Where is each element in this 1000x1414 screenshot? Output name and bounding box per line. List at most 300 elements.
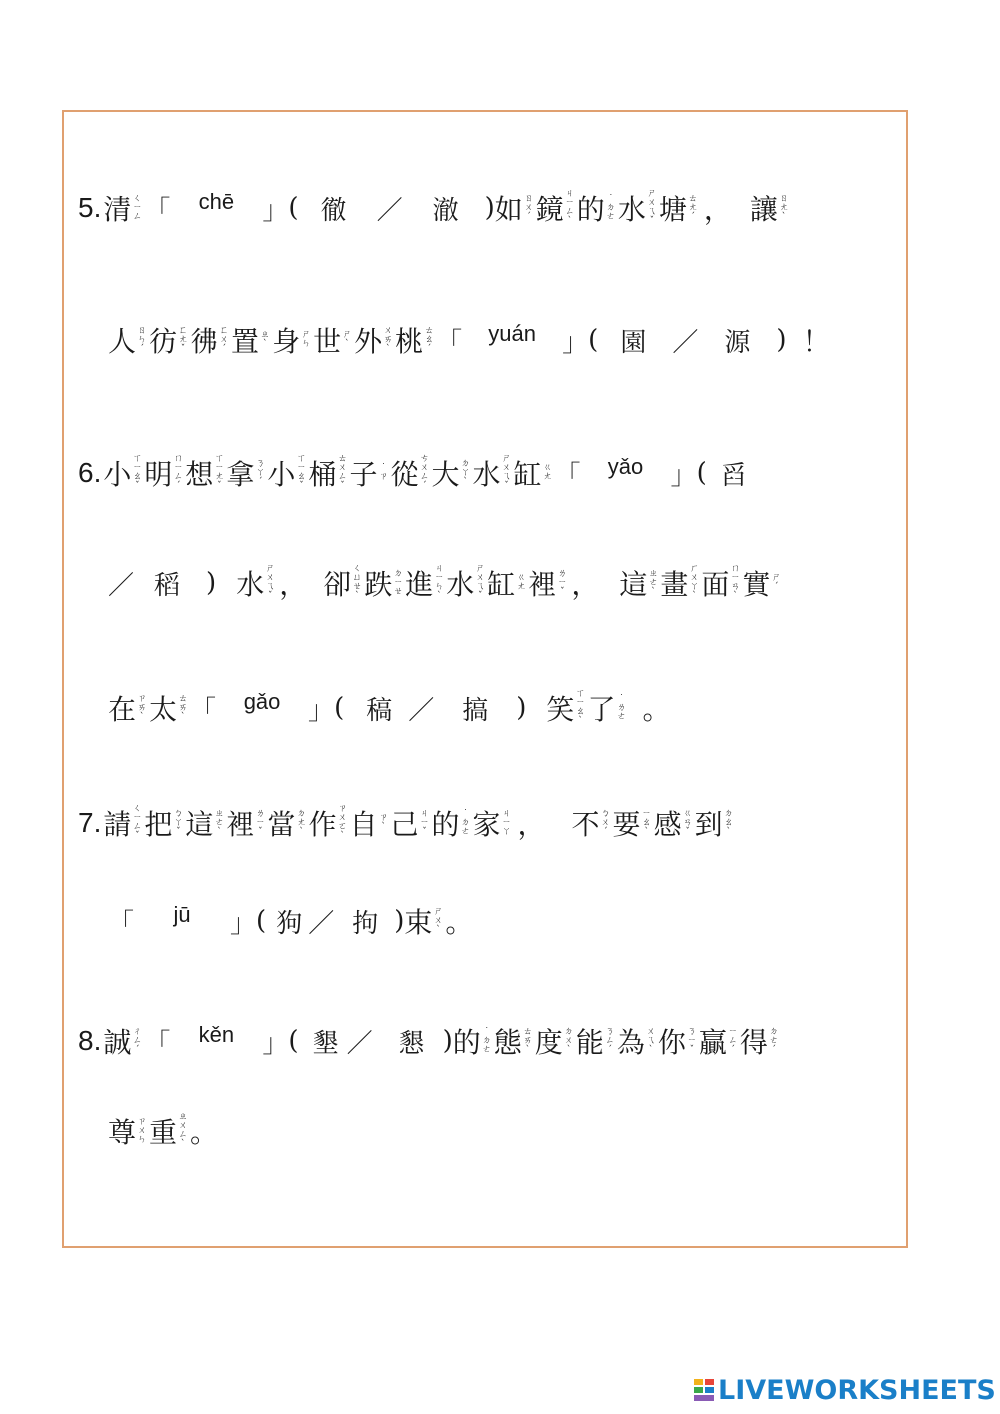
zhuyin-annotation xyxy=(642,810,652,837)
zhuyin-glyph: ㄖ xyxy=(137,325,147,336)
hanzi-char: 讓 xyxy=(749,193,778,226)
zhuyin-glyph: ㄍ xyxy=(683,808,693,819)
choice-separator: ／ xyxy=(672,327,699,358)
zhuyin-glyph: ㄏ xyxy=(689,564,699,574)
zhuyin-glyph: ㄌ xyxy=(255,808,265,819)
zhuyin-annotation xyxy=(769,1028,779,1055)
zhuyin-glyph: ㄔ xyxy=(132,1026,142,1037)
zhuyin-glyph: ㄧ xyxy=(255,817,265,828)
hanzi-char: 不 xyxy=(571,808,600,841)
zhuyin-glyph: ㄑ xyxy=(132,193,142,204)
q6-line2 xyxy=(108,563,783,603)
hanzi-char: 水 xyxy=(236,568,265,601)
zhuyin-glyph: ㄉ xyxy=(296,808,306,819)
hanzi-char: 清 xyxy=(103,193,132,226)
hanzi-char: 裡 xyxy=(528,568,557,601)
zhuyin-annotation xyxy=(296,810,306,837)
zhuyin-annotation xyxy=(178,695,188,722)
zhuyin-glyph: ㄖ xyxy=(524,193,534,204)
hanzi-char: 人 xyxy=(108,325,137,358)
hanzi-with-zhuyin xyxy=(572,803,613,843)
zhuyin-glyph: ˊ xyxy=(135,1044,140,1055)
zhuyin-glyph: ㄠ xyxy=(132,472,142,482)
zhuyin-annotation xyxy=(730,565,740,601)
q8-line2 xyxy=(108,1111,218,1151)
zhuyin-glyph: ˊ xyxy=(176,481,181,491)
zhuyin-glyph: ㄝ xyxy=(352,582,362,592)
choice-close-paren: ) xyxy=(394,906,405,936)
zhuyin-glyph: ㄉ xyxy=(769,1026,779,1037)
hanzi-with-zhuyin xyxy=(613,803,654,843)
question-number: 6. xyxy=(78,457,102,488)
zhuyin-annotation xyxy=(646,1028,656,1055)
hanzi-with-zhuyin xyxy=(149,688,190,728)
zhuyin-annotation xyxy=(173,810,183,837)
hanzi-with-zhuyin xyxy=(267,803,308,843)
hanzi-with-zhuyin xyxy=(404,901,445,941)
zhuyin-annotation xyxy=(434,565,444,601)
zhuyin-annotation xyxy=(419,455,429,491)
pinyin-blank[interactable] xyxy=(144,190,288,227)
zhuyin-glyph: ㄨ xyxy=(337,463,347,473)
zhuyin-glyph: ˋ xyxy=(651,586,656,597)
hanzi-with-zhuyin xyxy=(699,1021,740,1061)
zhuyin-glyph: ㄨ xyxy=(524,202,534,213)
zhuyin-annotation xyxy=(683,810,693,837)
zhuyin-glyph: ˊ xyxy=(426,343,432,354)
zhuyin-glyph: ㄊ xyxy=(178,693,188,704)
zhuyin-annotation xyxy=(424,327,434,354)
zhuyin-glyph: ㄟ xyxy=(265,582,275,592)
hanzi-char: 拿 xyxy=(226,458,255,491)
hanzi-with-zhuyin xyxy=(619,563,660,603)
pinyin-blank[interactable] xyxy=(190,690,334,727)
hanzi-with-zhuyin xyxy=(536,188,577,228)
char-choice[interactable] xyxy=(288,190,494,227)
zhuyin-glyph: ㄓ xyxy=(260,330,270,340)
zhuyin-glyph: ㄇ xyxy=(173,454,183,464)
zhuyin-glyph: ㄘ xyxy=(419,454,429,464)
choice-close-paren: ) xyxy=(442,1026,453,1056)
hanzi-with-zhuyin xyxy=(453,1021,494,1061)
pinyin-hint: jū xyxy=(173,902,191,927)
worksheet-frame xyxy=(62,110,908,1248)
hanzi-with-zhuyin xyxy=(231,320,272,360)
zhuyin-annotation xyxy=(687,1028,697,1055)
zhuyin-glyph: ˇ xyxy=(560,586,565,597)
choice-open-paren: ( xyxy=(256,906,267,936)
char-choice[interactable] xyxy=(697,455,747,492)
hanzi-char: 把 xyxy=(144,808,173,841)
zhuyin-glyph: ㄉ xyxy=(564,1026,574,1037)
choice-open-paren: ( xyxy=(288,1026,299,1056)
hanzi-char: 塘 xyxy=(658,193,687,226)
hanzi-with-zhuyin xyxy=(431,803,472,843)
hanzi-with-zhuyin xyxy=(236,563,277,603)
choice-close-paren: ) xyxy=(206,568,217,598)
choice-open-paren: ( xyxy=(696,458,707,488)
zhuyin-glyph: ˋ xyxy=(436,924,441,935)
choice-option-a[interactable]: 墾 xyxy=(312,1028,339,1059)
zhuyin-annotation xyxy=(137,695,147,722)
zhuyin-glyph: ㄋ xyxy=(687,1026,697,1037)
zhuyin-glyph: ㄉ xyxy=(482,1035,492,1046)
hanzi-with-zhuyin xyxy=(185,803,226,843)
hanzi-char: 鏡 xyxy=(535,193,564,226)
hanzi-with-zhuyin xyxy=(740,1021,781,1061)
hanzi-with-zhuyin xyxy=(108,320,149,360)
zhuyin-glyph: ˊ xyxy=(690,211,696,222)
zhuyin-glyph: ㄚ xyxy=(173,817,183,828)
zhuyin-glyph: ˇ xyxy=(504,481,509,491)
zhuyin-glyph: ㄒ xyxy=(296,454,306,464)
hanzi-with-zhuyin xyxy=(495,188,536,228)
zhuyin-glyph: ㄑ xyxy=(352,564,362,574)
zhuyin-glyph: ˇ xyxy=(258,826,263,837)
hanzi-char: 得 xyxy=(739,1026,768,1059)
zhuyin-annotation xyxy=(219,327,229,354)
hanzi-with-zhuyin xyxy=(473,803,514,843)
zhuyin-glyph: ㄟ xyxy=(647,207,657,217)
zhuyin-annotation xyxy=(137,327,147,354)
zhuyin-glyph: ㄠ xyxy=(642,817,652,828)
zhuyin-glyph: ㄥ xyxy=(132,211,142,222)
choice-open-paren: ( xyxy=(334,693,345,723)
zhuyin-glyph: ㄧ xyxy=(730,573,740,583)
hanzi-with-zhuyin xyxy=(108,1111,149,1151)
char-choice[interactable] xyxy=(334,690,526,727)
choice-option-a[interactable]: 徹 xyxy=(320,195,347,226)
zhuyin-glyph: ˋ xyxy=(381,822,386,832)
question-number: 5. xyxy=(78,192,102,223)
pinyin-hint: gǎo xyxy=(243,689,281,714)
hanzi-char: 明 xyxy=(144,458,173,491)
zhuyin-glyph: ㄞ xyxy=(178,702,188,713)
zhuyin-glyph: ˊ xyxy=(526,211,532,222)
hanzi-char: 子 xyxy=(349,458,378,491)
zhuyin-glyph: ㄧ xyxy=(132,813,142,823)
hanzi-char: 想 xyxy=(185,458,214,491)
zhuyin-annotation xyxy=(178,1113,188,1149)
zhuyin-glyph: ˊ xyxy=(422,481,427,491)
zhuyin-annotation xyxy=(523,1028,533,1055)
hanzi-char: 請 xyxy=(103,808,132,841)
hanzi-char: 進 xyxy=(405,568,434,601)
open-corner-bracket: 「 xyxy=(554,460,581,491)
close-corner-bracket: 」 xyxy=(670,460,697,491)
zhuyin-glyph: ˋ xyxy=(692,591,697,601)
hanzi-with-zhuyin xyxy=(390,453,431,493)
zhuyin-glyph: ㄚ xyxy=(502,826,512,837)
zhuyin-glyph: ㄗ xyxy=(337,804,347,814)
zhuyin-glyph: ㄗ xyxy=(137,693,147,704)
choice-option-b[interactable]: 稻 xyxy=(154,570,181,601)
zhuyin-glyph: ㄨ xyxy=(647,198,657,208)
choice-option-b[interactable]: 源 xyxy=(724,327,751,358)
hanzi-with-zhuyin xyxy=(144,453,185,493)
hanzi-char: 置 xyxy=(231,325,260,358)
hanzi-with-zhuyin xyxy=(323,563,364,603)
zhuyin-glyph: ㄚ xyxy=(689,582,699,592)
hanzi-char: 為 xyxy=(616,1026,645,1059)
choice-open-paren: ( xyxy=(288,193,299,223)
zhuyin-glyph: ㄨ xyxy=(502,463,512,473)
zhuyin-glyph: ㄕ xyxy=(502,454,512,464)
hanzi-with-zhuyin xyxy=(390,803,431,843)
hanzi-with-zhuyin xyxy=(473,453,514,493)
zhuyin-glyph: ㄨ xyxy=(564,1035,574,1046)
hanzi-with-zhuyin xyxy=(308,453,349,493)
zhuyin-annotation xyxy=(132,1028,142,1055)
choice-option-b[interactable]: 搞 xyxy=(462,695,489,726)
hanzi-char: 這 xyxy=(619,568,648,601)
hanzi-char: 水 xyxy=(446,568,475,601)
zhuyin-glyph: ㄉ xyxy=(606,202,616,213)
zhuyin-glyph: ˋ xyxy=(262,339,268,349)
zhuyin-glyph: ˇ xyxy=(685,826,690,837)
zhuyin-glyph: ㄊ xyxy=(688,193,698,204)
zhuyin-annotation xyxy=(255,810,265,837)
hanzi-char: 己 xyxy=(390,808,419,841)
zhuyin-annotation xyxy=(461,460,471,487)
hanzi-char: 卻 xyxy=(323,568,352,601)
zhuyin-glyph: ˋ xyxy=(180,711,186,722)
zhuyin-glyph: ㄐ xyxy=(419,808,429,819)
choice-option-a[interactable]: 園 xyxy=(620,327,647,358)
zhuyin-glyph: ㄨ xyxy=(337,813,347,823)
zhuyin-glyph: ㄟ xyxy=(502,472,512,482)
zhuyin-glyph: ˋ xyxy=(180,1139,186,1149)
zhuyin-glyph: ㄤ xyxy=(688,202,698,213)
hanzi-char: 在 xyxy=(108,693,137,726)
hanzi-char: 態 xyxy=(493,1026,522,1059)
zhuyin-glyph: ㄨ xyxy=(689,573,699,583)
zhuyin-glyph: ㄟ xyxy=(475,582,485,592)
zhuyin-glyph: ㄚ xyxy=(460,467,470,478)
choice-option-b[interactable]: 懇 xyxy=(398,1028,425,1059)
pinyin-hint: yǎo xyxy=(607,454,644,479)
pinyin-blank[interactable] xyxy=(144,1023,288,1060)
zhuyin-glyph: ˇ xyxy=(478,591,483,601)
zhuyin-glyph: ˋ xyxy=(385,343,391,354)
zhuyin-glyph: ㄨ xyxy=(219,334,229,345)
choice-open-paren: ( xyxy=(588,325,599,355)
hanzi-with-zhuyin xyxy=(617,1021,658,1061)
hanzi-char: 要 xyxy=(612,808,641,841)
zhuyin-annotation xyxy=(301,331,311,349)
zhuyin-glyph: ㄟ xyxy=(646,1035,656,1046)
hanzi-with-zhuyin xyxy=(313,320,354,360)
zhuyin-glyph: ㄧ xyxy=(173,463,183,473)
hanzi-char: 如 xyxy=(494,193,523,226)
choice-option-a[interactable]: 舀 xyxy=(720,460,747,491)
punctuation: ！ xyxy=(802,325,831,358)
choice-separator: ／ xyxy=(346,1028,373,1059)
open-corner-bracket: 「 xyxy=(144,195,171,226)
zhuyin-annotation xyxy=(516,574,526,592)
zhuyin-glyph: ˋ xyxy=(644,826,649,837)
hanzi-with-zhuyin xyxy=(103,453,144,493)
zhuyin-glyph: ˋ xyxy=(733,591,738,601)
zhuyin-glyph: ㄕ xyxy=(771,573,781,583)
zhuyin-glyph: ㄨ xyxy=(137,1125,147,1136)
zhuyin-glyph: ˋ xyxy=(354,591,360,601)
zhuyin-glyph: ㄐ xyxy=(565,189,575,199)
hanzi-with-zhuyin xyxy=(654,803,695,843)
zhuyin-annotation xyxy=(214,810,224,837)
zhuyin-glyph: ㄥ xyxy=(419,472,429,482)
zhuyin-glyph: ㄝ xyxy=(393,586,403,597)
zhuyin-annotation xyxy=(601,810,611,837)
choice-option-a[interactable]: 狗 xyxy=(276,908,303,939)
char-choice[interactable] xyxy=(588,322,786,359)
zhuyin-glyph: ˇ xyxy=(267,591,273,601)
zhuyin-annotation xyxy=(543,464,553,482)
choice-close-paren: ) xyxy=(516,693,527,723)
zhuyin-glyph: ˙ xyxy=(608,193,614,204)
q6-line1 xyxy=(78,453,747,493)
hanzi-char: 當 xyxy=(267,808,296,841)
hanzi-with-zhuyin xyxy=(190,320,231,360)
zhuyin-glyph: ˊ xyxy=(139,343,145,354)
punctuation: 。 xyxy=(445,906,474,939)
zhuyin-glyph: ㄨ xyxy=(419,463,429,473)
pinyin-blank[interactable] xyxy=(108,903,256,940)
zhuyin-annotation xyxy=(352,565,362,601)
hanzi-char: 水 xyxy=(617,193,646,226)
zhuyin-annotation xyxy=(475,565,485,601)
zhuyin-glyph: ˋ xyxy=(344,339,350,349)
zhuyin-annotation xyxy=(265,565,275,601)
hanzi-with-zhuyin xyxy=(487,563,528,603)
liveworksheets-brand: LIVEWORKSHEETS xyxy=(718,1374,996,1406)
pinyin-hint: kěn xyxy=(198,1022,235,1047)
zhuyin-glyph: ㄥ xyxy=(178,1130,188,1140)
choice-option-a[interactable]: 稿 xyxy=(366,695,393,726)
hanzi-with-zhuyin xyxy=(576,1021,617,1061)
close-corner-bracket: 」 xyxy=(262,1028,289,1059)
hanzi-with-zhuyin xyxy=(660,563,701,603)
zhuyin-annotation xyxy=(383,327,393,354)
zhuyin-glyph: ㄕ xyxy=(433,906,443,917)
zhuyin-glyph: ㄥ xyxy=(132,1035,142,1046)
hanzi-with-zhuyin xyxy=(446,563,487,603)
zhuyin-glyph: ㄧ xyxy=(419,817,429,828)
choice-separator: ／ xyxy=(108,570,135,601)
zhuyin-glyph: ㄊ xyxy=(523,1026,533,1037)
punctuation: 。 xyxy=(642,693,671,726)
zhuyin-glyph: ㄨ xyxy=(265,573,275,583)
hanzi-char: 桶 xyxy=(308,458,337,491)
zhuyin-glyph: ˊ xyxy=(730,1044,736,1055)
char-choice[interactable] xyxy=(288,1023,452,1060)
zhuyin-glyph: ˋ xyxy=(567,216,573,226)
hanzi-with-zhuyin xyxy=(514,453,555,493)
zhuyin-glyph: ㄜ xyxy=(460,826,470,837)
zhuyin-glyph: ˋ xyxy=(340,831,345,841)
zhuyin-glyph: ㄜ xyxy=(482,1044,492,1055)
zhuyin-glyph: ㄉ xyxy=(724,808,734,819)
zhuyin-glyph: ㄜ xyxy=(769,1035,779,1046)
zhuyin-glyph: ㄤ xyxy=(296,817,306,828)
question-number: 8. xyxy=(78,1025,102,1056)
zhuyin-glyph: ㄧ xyxy=(728,1026,738,1037)
zhuyin-glyph: ˇ xyxy=(689,1044,695,1055)
hanzi-char: 重 xyxy=(149,1116,178,1149)
pinyin-hint: chē xyxy=(198,189,235,214)
zhuyin-annotation xyxy=(173,455,183,491)
choice-option-b[interactable]: 澈 xyxy=(432,195,459,226)
pinyin-blank[interactable] xyxy=(436,322,588,359)
zhuyin-glyph: ㄞ xyxy=(383,334,393,345)
zhuyin-glyph: ˋ xyxy=(525,1044,531,1055)
zhuyin-glyph: ˙ xyxy=(381,463,386,473)
zhuyin-glyph: ˋ xyxy=(566,1044,572,1055)
hanzi-char: 這 xyxy=(185,808,214,841)
zhuyin-annotation xyxy=(296,455,306,491)
liveworksheets-logo[interactable] xyxy=(693,1375,996,1405)
hanzi-with-zhuyin xyxy=(349,453,390,493)
open-corner-bracket: 「 xyxy=(144,1028,171,1059)
zhuyin-glyph: ㄅ xyxy=(173,808,183,819)
zhuyin-annotation xyxy=(433,908,443,935)
hanzi-with-zhuyin xyxy=(149,320,190,360)
choice-option-b[interactable]: 拘 xyxy=(352,908,379,939)
zhuyin-glyph: ㄕ xyxy=(342,330,352,340)
zhuyin-glyph: ㄕ xyxy=(265,564,275,574)
char-choice[interactable] xyxy=(256,903,404,940)
char-choice-continued[interactable] xyxy=(108,565,236,602)
pinyin-blank[interactable] xyxy=(555,455,697,492)
zhuyin-glyph: ˙ xyxy=(619,693,624,704)
zhuyin-annotation xyxy=(260,331,270,349)
zhuyin-glyph: ㄢ xyxy=(683,817,693,828)
hanzi-with-zhuyin xyxy=(349,803,390,843)
zhuyin-annotation xyxy=(779,195,789,222)
hanzi-char: 的 xyxy=(576,193,605,226)
hanzi-char: 你 xyxy=(657,1026,686,1059)
close-corner-bracket: 」 xyxy=(230,908,257,939)
zhuyin-annotation xyxy=(214,455,224,491)
zhuyin-glyph: ㄧ xyxy=(502,817,512,828)
zhuyin-glyph: ㄗ xyxy=(378,813,388,823)
close-corner-bracket: 」 xyxy=(308,695,335,726)
zhuyin-annotation xyxy=(575,690,585,726)
q5-line1 xyxy=(78,188,791,228)
zhuyin-glyph: ㄥ xyxy=(132,822,142,832)
zhuyin-annotation xyxy=(482,1028,492,1055)
hanzi-char: 缸 xyxy=(487,568,516,601)
hanzi-char: 小 xyxy=(267,458,296,491)
zhuyin-glyph: ㄓ xyxy=(648,568,658,579)
hanzi-char: 面 xyxy=(701,568,730,601)
zhuyin-glyph: ˊ xyxy=(607,1044,613,1055)
zhuyin-glyph: ㄋ xyxy=(255,458,265,469)
zhuyin-glyph: ㄊ xyxy=(337,454,347,464)
hanzi-char: 笑 xyxy=(546,693,575,726)
zhuyin-annotation xyxy=(378,814,388,832)
q8-line1 xyxy=(78,1021,781,1061)
zhuyin-annotation xyxy=(557,570,567,597)
punctuation: ， xyxy=(703,193,732,226)
zhuyin-annotation xyxy=(606,195,616,222)
zhuyin-annotation xyxy=(564,1028,574,1055)
hanzi-char: 外 xyxy=(354,325,383,358)
zhuyin-glyph: ㄠ xyxy=(575,707,585,717)
zhuyin-glyph: ˙ xyxy=(484,1026,490,1037)
punctuation: ， xyxy=(279,568,308,601)
zhuyin-glyph: ˇ xyxy=(649,216,655,226)
